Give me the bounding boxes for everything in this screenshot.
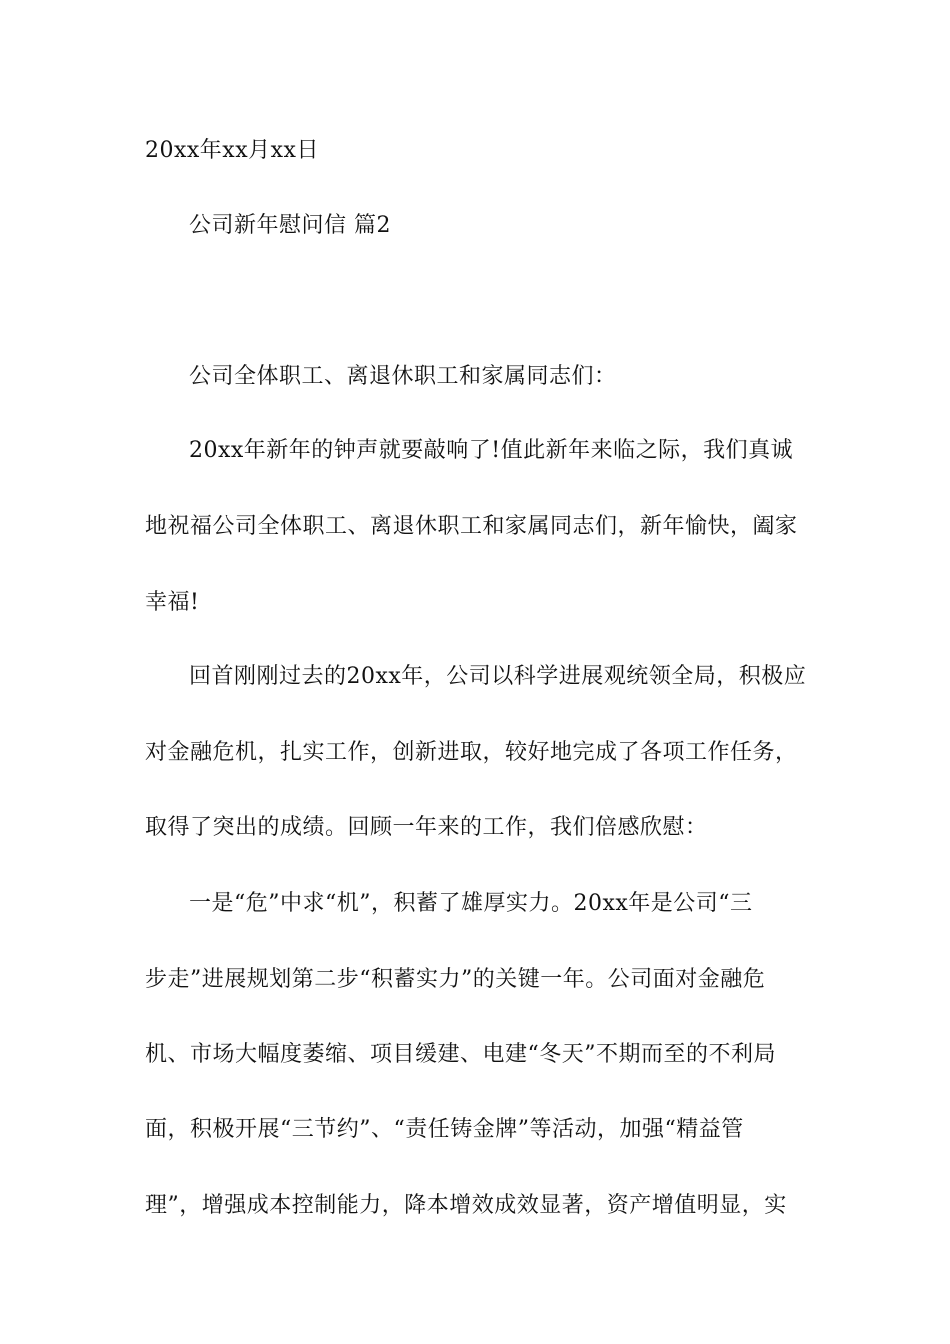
section-heading: 公司新年慰问信 篇2 bbox=[189, 213, 391, 238]
body-line: 机、市场大幅度萎缩、项目缓建、电建“冬天”不期而至的不利局 bbox=[145, 1042, 776, 1067]
body-line: 一是“危”中求“机”，积蓄了雄厚实力。20xx年是公司“三 bbox=[189, 891, 753, 916]
body-line: 步走”进展规划第二步“积蓄实力”的关键一年。公司面对金融危 bbox=[145, 967, 766, 992]
body-line: 对金融危机，扎实工作，创新进取，较好地完成了各项工作任务， bbox=[145, 740, 798, 765]
date-line: 20xx年xx月xx日 bbox=[145, 138, 319, 163]
body-line: 地祝福公司全体职工、离退休职工和家属同志们，新年愉快，阖家 bbox=[145, 514, 798, 539]
body-line: 幸福! bbox=[145, 590, 200, 615]
body-line: 面，积极开展“三节约”、“责任铸金牌”等活动，加强“精益管 bbox=[145, 1117, 744, 1142]
body-line: 回首刚刚过去的20xx年，公司以科学进展观统领全局，积极应 bbox=[189, 664, 807, 689]
body-line: 取得了突出的成绩。回顾一年来的工作，我们倍感欣慰： bbox=[145, 815, 708, 840]
body-line: 20xx年新年的钟声就要敲响了!值此新年来临之际，我们真诚 bbox=[189, 438, 794, 463]
salutation: 公司全体职工、离退休职工和家属同志们： bbox=[189, 364, 617, 389]
body-line: 理”，增强成本控制能力，降本增效成效显著，资产增值明显，实 bbox=[145, 1193, 787, 1218]
